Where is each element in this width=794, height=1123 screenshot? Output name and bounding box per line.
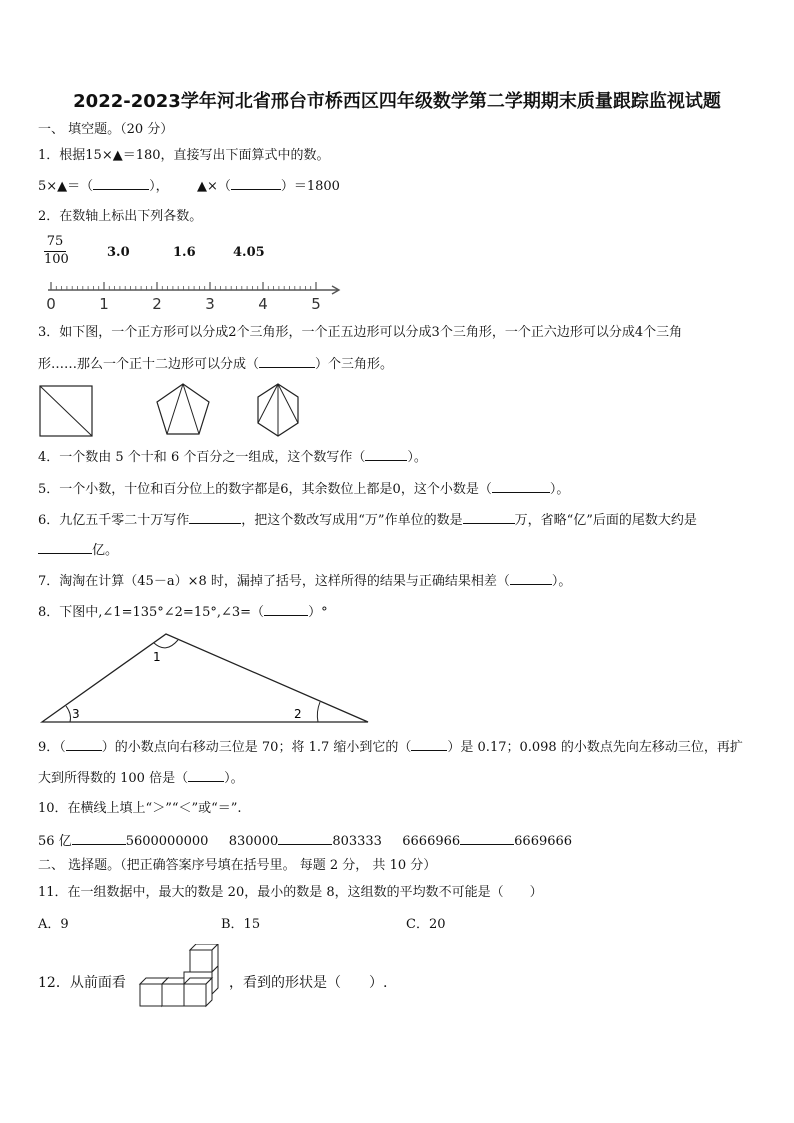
q12-suffix: ，看到的形状是（ ）. — [229, 975, 388, 991]
number-line-ticks — [51, 282, 316, 290]
q9-part-b: ）的小数点向右移动三位是 70；将 1.7 缩小到它的（ — [101, 740, 412, 755]
q1-stem: 1．根据15×▲＝180，直接写出下面算式中的数。 — [38, 148, 330, 163]
q6-part-4: 亿。 — [92, 543, 119, 558]
pentagon-shape — [157, 384, 209, 434]
q5-suffix: ）。 — [549, 482, 570, 497]
axis-label-2: 2 — [152, 295, 162, 313]
q5-prefix: 5．一个小数，十位和百分位上的数字都是6，其余数位上都是0，这个小数是（ — [38, 482, 492, 497]
q4-prefix: 4．一个数由 5 个十和 6 个百分之一组成，这个数写作（ — [38, 450, 366, 465]
square-shape — [40, 386, 92, 436]
q4-blank[interactable] — [365, 448, 407, 461]
q2-stem: 2．在数轴上标出下列各数。 — [38, 209, 203, 224]
q9-part-c: ）是 0.17；0.098 的小数点先向左移动三位，再扩 — [447, 740, 743, 755]
angle-2-arc — [317, 702, 320, 722]
q10-pair-3-left: 6666966 — [402, 834, 461, 849]
q3-line-1: 3．如下图，一个正方形可以分成2个三角形，一个正五边形可以分成3个三角形，一个正六边形可以分成4个三角 — [38, 325, 683, 340]
q1-b-prefix: ▲×（ — [196, 179, 231, 194]
q6-part-3: 万，省略“亿”后面的尾数大约是 — [514, 513, 697, 528]
q10-blank-1[interactable] — [72, 832, 126, 845]
q9-part-a: 9．（ — [38, 740, 66, 755]
cube-stack-figure — [138, 944, 228, 1010]
axis-label-0: 0 — [46, 295, 56, 313]
triangle-shape — [42, 634, 368, 722]
axis-label-4: 4 — [258, 295, 268, 313]
page-title: 2022-2023学年河北省邢台市桥西区四年级数学第二学期期末质量跟踪监视试题 — [73, 91, 721, 112]
q10-pair-3-right: 6669666 — [514, 834, 573, 849]
q9-blank-1[interactable] — [66, 738, 102, 751]
triangle-figure — [38, 630, 374, 726]
q1-b-blank[interactable] — [231, 177, 281, 190]
q4 — [38, 448, 427, 467]
q1-b-suffix: ）＝1800 — [280, 179, 340, 194]
q3-line-2-suffix: ）个三角形。 — [315, 357, 394, 372]
number-line — [40, 278, 350, 314]
q4-suffix: ）。 — [407, 450, 427, 465]
q6-line-2 — [38, 541, 118, 560]
q11-option-a[interactable]: A．9 — [38, 917, 69, 932]
q7 — [38, 572, 571, 591]
q7-prefix: 7．淘淘在计算（45－a）×8 时，漏掉了括号，这样所得的结果与正确结果相差（ — [38, 574, 510, 589]
q8-suffix: ）° — [308, 605, 328, 620]
q8-prefix: 8．下图中,∠1=135°∠2=15°,∠3=（ — [38, 605, 265, 620]
q1-answers — [38, 177, 340, 196]
axis-label-3: 3 — [205, 295, 215, 313]
q8 — [38, 603, 328, 622]
axis-label-5: 5 — [311, 295, 321, 313]
q10-pair-2-left: 830000 — [228, 834, 279, 849]
q11-option-c[interactable]: C．20 — [406, 917, 446, 932]
q10-comparisons — [38, 832, 572, 851]
q3-line-2 — [38, 355, 393, 374]
q10-stem: 10．在横线上填上“＞”“＜”或“＝”. — [38, 801, 242, 816]
q12-prefix: 12．从前面看 — [38, 975, 126, 991]
axis-label-1: 1 — [99, 295, 109, 313]
q6-part-2: ，把这个数改写成用“万”作单位的数是 — [241, 513, 463, 528]
q9-blank-2[interactable] — [411, 738, 447, 751]
angle-3-label: 3 — [72, 707, 80, 721]
q9-line-1 — [38, 738, 743, 757]
q10-pair-1-left: 56 亿 — [38, 834, 72, 849]
q2-fraction — [44, 234, 69, 267]
q6-blank-2[interactable] — [463, 511, 515, 524]
q2-number-3: 4.05 — [233, 245, 265, 260]
q9-blank-3[interactable] — [188, 769, 224, 782]
q2-number-1: 3.0 — [107, 245, 130, 260]
polygons-figure — [36, 380, 316, 440]
q7-suffix: ）。 — [551, 574, 572, 589]
q1-a-prefix: 5×▲＝（ — [38, 179, 94, 194]
q10-pair-2-right: 803333 — [332, 834, 382, 849]
q6-line-1 — [38, 511, 697, 530]
hexagon-shape — [258, 384, 298, 436]
q10-blank-2[interactable] — [278, 832, 332, 845]
q6-part-1: 6．九亿五千零二十万写作 — [38, 513, 190, 528]
q1-a-blank[interactable] — [93, 177, 149, 190]
q3-blank[interactable] — [259, 355, 315, 368]
q9-line-2 — [38, 769, 244, 788]
section-1-heading: 一、 填空题。（20 分） — [38, 122, 174, 137]
q6-blank-3[interactable] — [38, 541, 92, 554]
q2-fraction-denominator: 100 — [44, 252, 69, 267]
q9-part-e: ）。 — [224, 771, 244, 786]
q3-line-2-prefix: 形……那么一个正十二边形可以分成（ — [38, 357, 260, 372]
q7-blank[interactable] — [510, 572, 552, 585]
q2-fraction-numerator: 75 — [46, 234, 64, 249]
q5 — [38, 480, 569, 499]
angle-1-label: 1 — [153, 650, 161, 664]
angle-1-arc — [154, 640, 178, 648]
angle-2-label: 2 — [294, 707, 302, 721]
angle-3-arc — [66, 706, 71, 722]
q6-blank-1[interactable] — [189, 511, 241, 524]
q2-number-2: 1.6 — [173, 245, 196, 260]
section-2-heading: 二、 选择题。（把正确答案序号填在括号里。 每题 2 分， 共 10 分） — [38, 858, 437, 873]
q10-blank-3[interactable] — [460, 832, 514, 845]
q10-pair-1-right: 5600000000 — [125, 834, 209, 849]
q1-a-suffix: ）， — [149, 179, 169, 194]
q9-part-d: 大到所得数的 100 倍是（ — [38, 771, 189, 786]
q11-option-b[interactable]: B．15 — [221, 917, 261, 932]
q11-stem: 11．在一组数据中，最大的数是 20，最小的数是 8，这组数的平均数不可能是（ ） — [38, 885, 543, 900]
q5-blank[interactable] — [492, 480, 550, 493]
q8-blank[interactable] — [264, 603, 308, 616]
